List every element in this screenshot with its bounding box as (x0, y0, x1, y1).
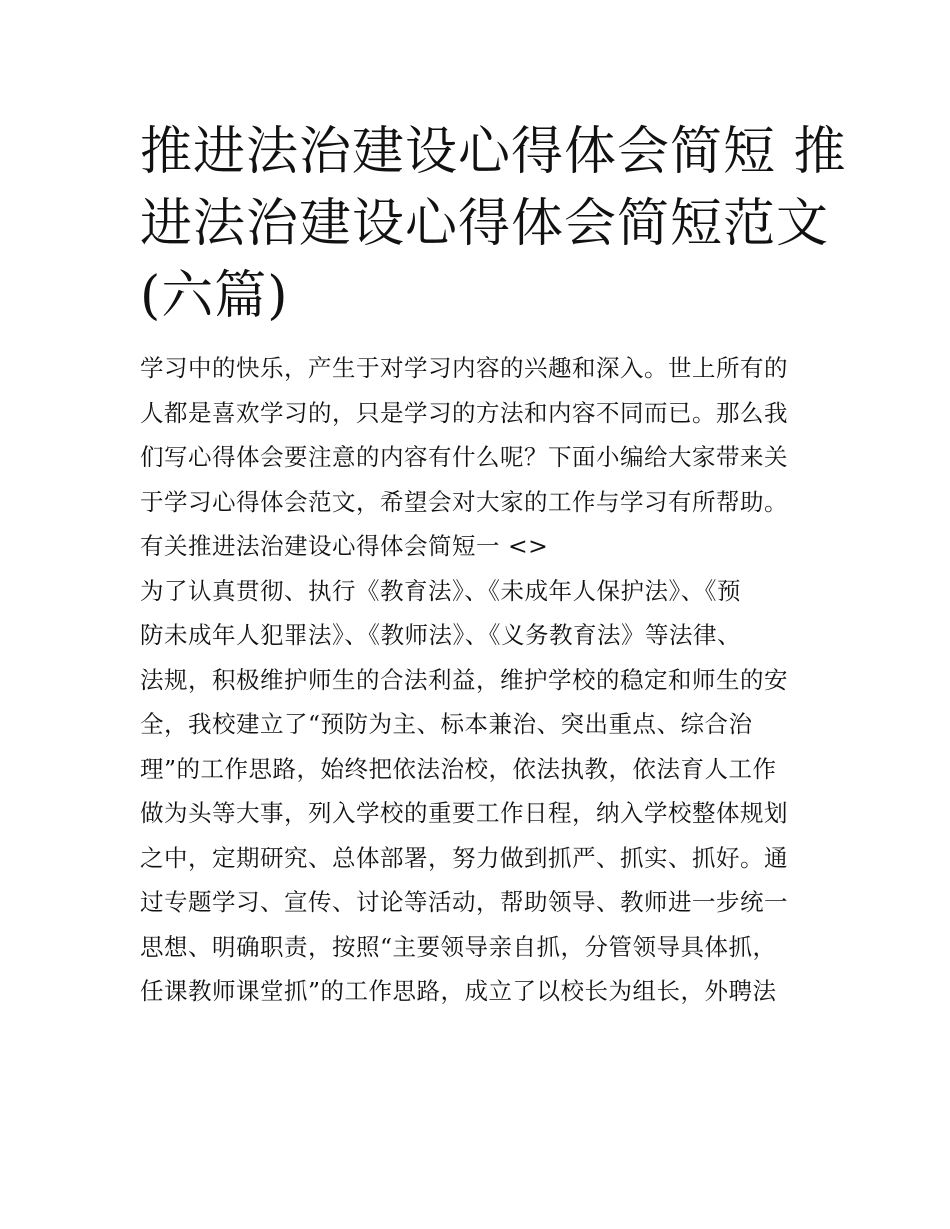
body-line: 过专题学习、宣传、讨论等活动，帮助领导、教师进一步统一 (140, 888, 788, 916)
body-line: 任课教师课堂抓”的工作思路，成立了以校长为组长，外聘法 (140, 977, 777, 1005)
body-line: 思想、明确职责，按照“主要领导亲自抓，分管领导具体抓， (140, 932, 777, 961)
body-line: 学习中的快乐，产生于对学习内容的兴趣和深入。世上所有的 (140, 354, 788, 382)
body-line: 人都是喜欢学习的，只是学习的方法和内容不同而已。那么我 (140, 398, 788, 427)
body-line: 法规，积极维护师生的合法利益，维护学校的稳定和师生的安 (140, 665, 788, 694)
section-heading: 有关推进法治建设心得体会简短一 <> (140, 532, 549, 560)
title-line: 进法治建设心得体会简短范文 (140, 194, 830, 254)
body-line: 防未成年人犯罪法》、《教师法》、《义务教育法》等法律、 (140, 621, 741, 649)
body-line: 们写心得体会要注意的内容有什么呢？下面小编给大家带来关 (140, 443, 788, 471)
title-line: (六篇) (140, 266, 289, 326)
document-body (140, 346, 820, 1014)
document-title (140, 116, 847, 332)
body-line: 全，我校建立了“预防为主、标本兼治、突出重点、综合治 (140, 710, 753, 738)
body-line: 做为头等大事，列入学校的重要工作日程，纳入学校整体规划 (140, 799, 788, 827)
document-page (140, 116, 847, 1014)
body-line: 之中，定期研究、总体部署，努力做到抓严、抓实、抓好。通 (140, 843, 788, 872)
title-line: 推进法治建设心得体会简短 推 (140, 122, 847, 182)
body-line: 理”的工作思路，始终把依法治校，依法执教，依法育人工作 (140, 754, 777, 783)
body-line: 于学习心得体会范文，希望会对大家的工作与学习有所帮助。 (140, 487, 788, 516)
body-line: 为了认真贯彻、执行《教育法》、《未成年人保护法》、《预 (140, 576, 741, 605)
